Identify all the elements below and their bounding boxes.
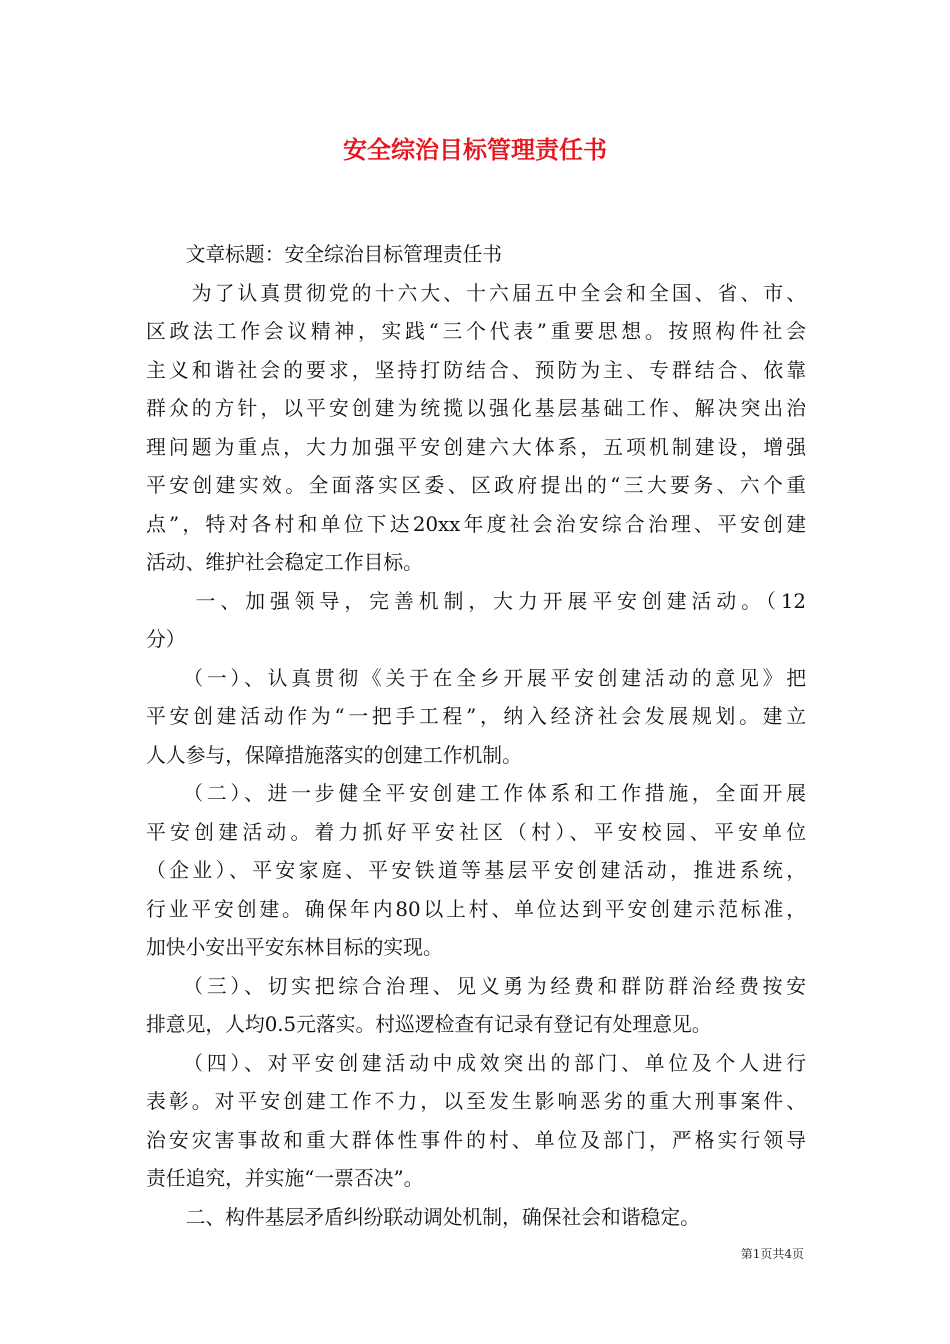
body-line: 治安灾害事故和重大群体性事件的村、单位及部门，严格实行领导 [146, 1128, 806, 1152]
body-line: （一）、认真贯彻《关于在全乡开展平安创建活动的意见》把 [146, 666, 806, 690]
body-line: 平安创建活动。着力抓好平安社区（村）、平安校园、平安单位 [146, 820, 806, 844]
body-line: 行业平安创建。确保年内80以上村、单位达到平安创建示范标准， [146, 897, 806, 921]
body-line: 活动、维护社会稳定工作目标。 [146, 551, 423, 574]
body-line: （二）、进一步健全平安创建工作体系和工作措施，全面开展 [146, 782, 806, 805]
body-line: （企业）、平安家庭、平安铁道等基层平安创建活动，推进系统， [146, 859, 806, 882]
body-line: 一、加强领导，完善机制，大力开展平安创建活动。（12 [146, 589, 806, 613]
body-line: 文章标题：安全综治目标管理责任书 [146, 243, 503, 266]
body-line: （三）、切实把综合治理、见义勇为经费和群防群治经费按安 [146, 974, 806, 998]
page-indicator: 第1页共4页 [740, 1247, 804, 1261]
body-line: （四）、对平安创建活动中成效突出的部门、单位及个人进行 [146, 1051, 806, 1075]
body-line: 排意见，人均0.5元落实。村巡逻检查有记录有登记有处理意见。 [146, 1013, 712, 1036]
document-title: 安全综治目标管理责任书 [343, 136, 607, 164]
body-line: 平安创建实效。全面落实区委、区政府提出的“三大要务、六个重 [146, 474, 806, 497]
body-line: 为了认真贯彻党的十六大、十六届五中全会和全国、省、市、 [146, 281, 806, 305]
body-line: 人人参与，保障措施落实的创建工作机制。 [146, 743, 522, 767]
body-line: 群众的方针，以平安创建为统揽以强化基层基础工作、解决突出治 [146, 397, 806, 420]
body-line: 表彰。对平安创建工作不力，以至发生影响恶劣的重大刑事案件、 [146, 1090, 806, 1113]
body-line: 理问题为重点，大力加强平安创建六大体系，五项机制建设，增强 [146, 435, 806, 459]
body-line: 区政法工作会议精神，实践“三个代表”重要思想。按照构件社会 [146, 320, 806, 343]
body-line: 责任追究，并实施“一票否决”。 [146, 1167, 424, 1190]
body-line: 分） [146, 628, 186, 651]
body-line: 二、构件基层矛盾纠纷联动调处机制，确保社会和谐稳定。 [146, 1205, 700, 1229]
document-body [146, 236, 806, 1237]
body-line: 加快小安出平安东林目标的实现。 [146, 936, 443, 959]
body-line: 主义和谐社会的要求，坚持打防结合、预防为主、专群结合、依靠 [146, 358, 806, 382]
body-line: 平安创建活动作为“一把手工程”，纳入经济社会发展规划。建立 [146, 705, 806, 728]
body-line: 点”，特对各村和单位下达20xx年度社会治安综合治理、平安创建 [146, 512, 806, 536]
